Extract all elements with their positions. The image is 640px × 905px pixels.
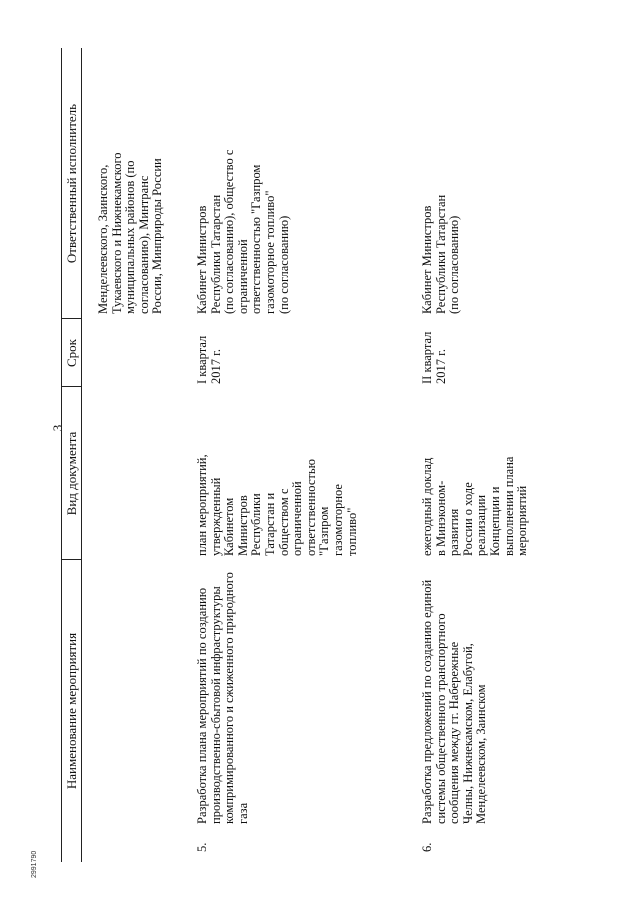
row-6-number: 6. (420, 842, 434, 852)
row-6-doc-type: ежегодный доклад в Минэконом- развития России о ходе реализации Концепции и выполнении плана мероприятий (420, 456, 530, 556)
row-5-term: I квартал 2017 г. (195, 335, 223, 384)
row-6-name: Разработка предложений по созданию единой системы общественного транспортного сообщения между гг. Набережные Челны, Нижнекамском, Елабугой, Менделеевском, Заинском (420, 579, 489, 824)
header-name: Наименование мероприятия (64, 632, 79, 790)
row-6-executor: Кабинет Министров Республики Татарстан (по согласованию) (420, 194, 462, 314)
rotated-table-page (51, 48, 539, 862)
row-5-doc-type: план мероприятий, утвержденный Кабинетом Министров Республики Татарстан и обществом с ограниченной ответственностью "Газпром газомоторное топливо" (195, 454, 359, 556)
header-term: Срок (64, 339, 79, 367)
row-6-term: II квартал 2017 г. (420, 331, 448, 384)
row-5-number: 5. (195, 842, 209, 852)
header-bottom-border (81, 48, 82, 862)
table-top-border (61, 48, 62, 862)
document-code: 2991790 (31, 850, 38, 878)
page-number: 3 (50, 424, 65, 432)
row-5-name: Разработка плана мероприятий по созданию производственно-сбытовой инфраструктуры компримированного и сжиженного природного газа (195, 572, 250, 824)
header-executor: Ответственный исполнитель (64, 103, 79, 264)
row-5-executor: Кабинет Министров Республики Татарстан (по согласованию), общество с ограниченной ответственностью "Газпром газомоторное топливо" (по согласованию) (195, 149, 291, 314)
header-doc-type: Вид документа (64, 431, 79, 516)
continuation-executor: Менделеевского, Заинского, Тукаевского и Нижнекамского муниципальных районов (по согласованию), Минтранс России, Минприроды России (96, 152, 165, 314)
